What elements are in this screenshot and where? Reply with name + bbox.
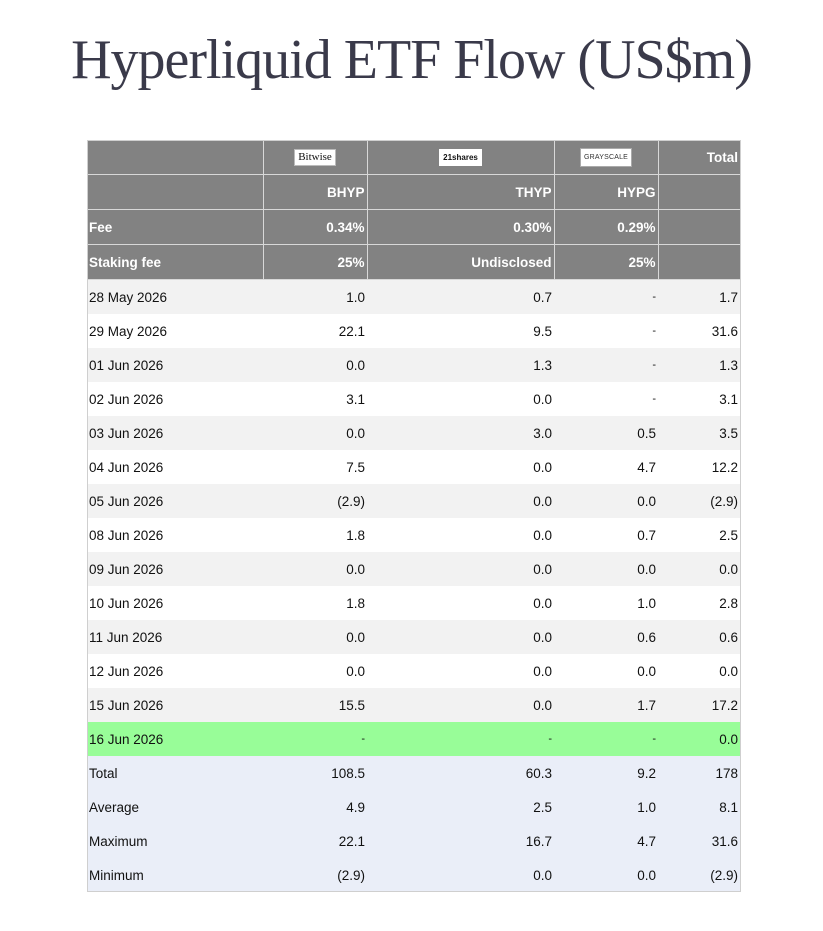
cell-bhyp: 22.1 bbox=[263, 314, 367, 348]
cell-bhyp: 1.8 bbox=[263, 518, 367, 552]
row-date: 16 Jun 2026 bbox=[87, 722, 263, 756]
ticker-total-cell bbox=[658, 175, 740, 210]
cell-total: 8.1 bbox=[658, 790, 740, 824]
cell-thyp: 16.7 bbox=[367, 824, 554, 858]
staking-fee-bhyp: 25% bbox=[263, 245, 367, 280]
cell-bhyp: 22.1 bbox=[263, 824, 367, 858]
cell-total: 0.0 bbox=[658, 552, 740, 586]
fee-total-cell bbox=[658, 210, 740, 245]
cell-total: 2.5 bbox=[658, 518, 740, 552]
table-row bbox=[87, 552, 740, 586]
ticker-row bbox=[87, 175, 740, 210]
cell-hypg: 4.7 bbox=[554, 824, 658, 858]
cell-bhyp: 0.0 bbox=[263, 552, 367, 586]
cell-total: (2.9) bbox=[658, 484, 740, 518]
summary-row bbox=[87, 756, 740, 790]
cell-bhyp: (2.9) bbox=[263, 858, 367, 892]
summary-label: Maximum bbox=[87, 824, 263, 858]
cell-total: 2.8 bbox=[658, 586, 740, 620]
cell-total: 31.6 bbox=[658, 314, 740, 348]
cell-hypg: 9.2 bbox=[554, 756, 658, 790]
grayscale-column-header bbox=[554, 140, 658, 175]
total-column-header: Total bbox=[658, 140, 740, 175]
table-row bbox=[87, 450, 740, 484]
cell-thyp: 0.0 bbox=[367, 552, 554, 586]
cell-total: 12.2 bbox=[658, 450, 740, 484]
cell-bhyp: 7.5 bbox=[263, 450, 367, 484]
cell-hypg: 0.0 bbox=[554, 484, 658, 518]
cell-hypg: - bbox=[554, 382, 658, 416]
21shares-logo: 21shares bbox=[439, 149, 482, 166]
row-date: 05 Jun 2026 bbox=[87, 484, 263, 518]
page-title: Hyperliquid ETF Flow (US$m) bbox=[71, 29, 752, 91]
cell-thyp: 0.7 bbox=[367, 280, 554, 315]
etf-flow-table bbox=[87, 140, 740, 892]
staking-fee-total-cell bbox=[658, 245, 740, 280]
ticker-hypg: HYPG bbox=[554, 175, 658, 210]
summary-label: Total bbox=[87, 756, 263, 790]
cell-total: 3.1 bbox=[658, 382, 740, 416]
cell-thyp: 0.0 bbox=[367, 518, 554, 552]
cell-total: 31.6 bbox=[658, 824, 740, 858]
cell-bhyp: 1.8 bbox=[263, 586, 367, 620]
staking-fee-thyp: Undisclosed bbox=[367, 245, 554, 280]
row-date: 08 Jun 2026 bbox=[87, 518, 263, 552]
cell-thyp: 0.0 bbox=[367, 688, 554, 722]
table-row bbox=[87, 654, 740, 688]
summary-row bbox=[87, 858, 740, 892]
row-date: 10 Jun 2026 bbox=[87, 586, 263, 620]
table-row bbox=[87, 586, 740, 620]
summary-label: Minimum bbox=[87, 858, 263, 892]
summary-label: Average bbox=[87, 790, 263, 824]
cell-hypg: - bbox=[554, 348, 658, 382]
cell-total: 3.5 bbox=[658, 416, 740, 450]
cell-bhyp: (2.9) bbox=[263, 484, 367, 518]
row-date: 12 Jun 2026 bbox=[87, 654, 263, 688]
cell-hypg: - bbox=[554, 314, 658, 348]
cell-thyp: 0.0 bbox=[367, 484, 554, 518]
grayscale-logo: GRAYSCALE bbox=[580, 148, 632, 167]
table-row bbox=[87, 484, 740, 518]
cell-total: 0.0 bbox=[658, 722, 740, 756]
cell-total: 0.6 bbox=[658, 620, 740, 654]
cell-thyp: 0.0 bbox=[367, 858, 554, 892]
table-row bbox=[87, 722, 740, 756]
cell-bhyp: 0.0 bbox=[263, 416, 367, 450]
ticker-thyp: THYP bbox=[367, 175, 554, 210]
cell-thyp: 0.0 bbox=[367, 450, 554, 484]
issuer-logo-row bbox=[87, 140, 740, 175]
cell-bhyp: - bbox=[263, 722, 367, 756]
cell-hypg: 0.0 bbox=[554, 552, 658, 586]
staking-fee-hypg: 25% bbox=[554, 245, 658, 280]
cell-bhyp: 0.0 bbox=[263, 654, 367, 688]
row-date: 02 Jun 2026 bbox=[87, 382, 263, 416]
table-row bbox=[87, 620, 740, 654]
cell-thyp: 0.0 bbox=[367, 654, 554, 688]
row-date: 11 Jun 2026 bbox=[87, 620, 263, 654]
row-date: 29 May 2026 bbox=[87, 314, 263, 348]
cell-bhyp: 4.9 bbox=[263, 790, 367, 824]
cell-thyp: 3.0 bbox=[367, 416, 554, 450]
cell-thyp: 0.0 bbox=[367, 586, 554, 620]
row-date: 28 May 2026 bbox=[87, 280, 263, 315]
table-row bbox=[87, 416, 740, 450]
cell-bhyp: 0.0 bbox=[263, 348, 367, 382]
cell-hypg: 0.5 bbox=[554, 416, 658, 450]
staking-fee-label: Staking fee bbox=[87, 245, 263, 280]
cell-hypg: 4.7 bbox=[554, 450, 658, 484]
cell-bhyp: 108.5 bbox=[263, 756, 367, 790]
cell-total: 0.0 bbox=[658, 654, 740, 688]
cell-thyp: 9.5 bbox=[367, 314, 554, 348]
fee-label: Fee bbox=[87, 210, 263, 245]
21shares-column-header bbox=[367, 140, 554, 175]
cell-total: (2.9) bbox=[658, 858, 740, 892]
cell-hypg: 1.0 bbox=[554, 586, 658, 620]
table-row bbox=[87, 518, 740, 552]
table-row bbox=[87, 382, 740, 416]
cell-hypg: 0.0 bbox=[554, 654, 658, 688]
cell-thyp: - bbox=[367, 722, 554, 756]
row-date: 15 Jun 2026 bbox=[87, 688, 263, 722]
summary-row bbox=[87, 824, 740, 858]
cell-bhyp: 3.1 bbox=[263, 382, 367, 416]
fee-thyp: 0.30% bbox=[367, 210, 554, 245]
row-date: 03 Jun 2026 bbox=[87, 416, 263, 450]
cell-hypg: 1.0 bbox=[554, 790, 658, 824]
table-row bbox=[87, 280, 740, 315]
fee-row bbox=[87, 210, 740, 245]
cell-thyp: 2.5 bbox=[367, 790, 554, 824]
row-date: 04 Jun 2026 bbox=[87, 450, 263, 484]
cell-hypg: 1.7 bbox=[554, 688, 658, 722]
summary-row bbox=[87, 790, 740, 824]
fee-hypg: 0.29% bbox=[554, 210, 658, 245]
cell-bhyp: 0.0 bbox=[263, 620, 367, 654]
cell-thyp: 0.0 bbox=[367, 382, 554, 416]
corner-cell bbox=[87, 140, 263, 175]
cell-total: 1.7 bbox=[658, 280, 740, 315]
cell-hypg: - bbox=[554, 722, 658, 756]
cell-total: 1.3 bbox=[658, 348, 740, 382]
table-row bbox=[87, 314, 740, 348]
row-date: 09 Jun 2026 bbox=[87, 552, 263, 586]
ticker-label-cell bbox=[87, 175, 263, 210]
ticker-bhyp: BHYP bbox=[263, 175, 367, 210]
cell-hypg: - bbox=[554, 280, 658, 315]
cell-bhyp: 15.5 bbox=[263, 688, 367, 722]
cell-bhyp: 1.0 bbox=[263, 280, 367, 315]
cell-hypg: 0.7 bbox=[554, 518, 658, 552]
cell-hypg: 0.6 bbox=[554, 620, 658, 654]
cell-thyp: 60.3 bbox=[367, 756, 554, 790]
cell-thyp: 1.3 bbox=[367, 348, 554, 382]
cell-total: 17.2 bbox=[658, 688, 740, 722]
fee-bhyp: 0.34% bbox=[263, 210, 367, 245]
row-date: 01 Jun 2026 bbox=[87, 348, 263, 382]
table-row bbox=[87, 688, 740, 722]
bitwise-column-header bbox=[263, 140, 367, 175]
cell-thyp: 0.0 bbox=[367, 620, 554, 654]
staking-fee-row bbox=[87, 245, 740, 280]
cell-hypg: 0.0 bbox=[554, 858, 658, 892]
cell-total: 178 bbox=[658, 756, 740, 790]
table-row bbox=[87, 348, 740, 382]
bitwise-logo: Bitwise bbox=[294, 149, 336, 166]
